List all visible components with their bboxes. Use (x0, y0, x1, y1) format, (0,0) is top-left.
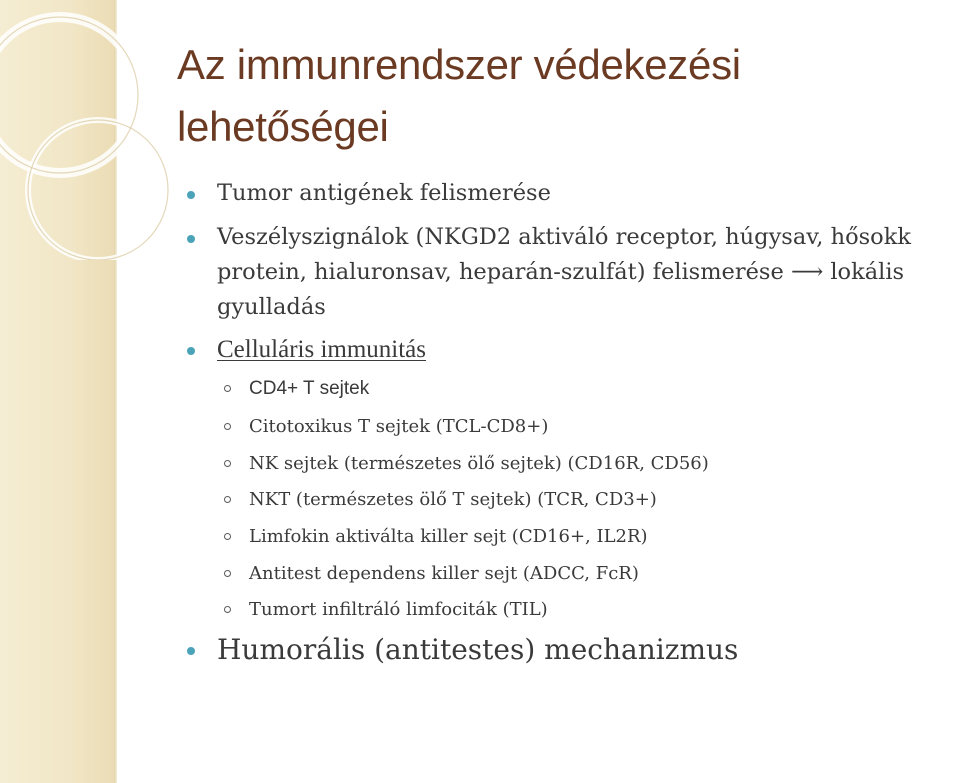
list-item-cellular-immunity: Celluláris immunitás (217, 336, 427, 363)
sub-bullet-icon (224, 496, 231, 503)
list-item-danger-signals-line-1: Veszélyszignálok (NKGD2 aktiváló receptor, húgysav, hősokk (217, 224, 911, 250)
sub-item-adcc: Antitest dependens killer sejt (ADCC, FcR) (249, 563, 639, 584)
sub-item-cd4: CD4+ T sejtek (249, 378, 370, 399)
title-line-1: Az immunrendszer védekezési (177, 41, 741, 88)
sub-bullet-icon (224, 460, 231, 467)
slide-title (177, 34, 937, 158)
sub-bullet-icon (224, 533, 231, 540)
bullet-icon (187, 647, 195, 655)
list-item-tumor-antigens: Tumor antigének felismerése (217, 180, 551, 206)
sub-bullet-icon (224, 385, 231, 392)
list-item-danger-signals-line-3: gyulladás (217, 294, 326, 320)
bullet-icon (187, 347, 195, 355)
list-item-danger-signals-line-2: protein, hialuronsav, heparán-szulfát) felismerése ⟶ lokális (217, 259, 905, 285)
bullet-icon (187, 191, 195, 199)
sub-bullet-icon (224, 570, 231, 577)
sub-item-til: Tumort infiltráló limfociták (TIL) (249, 599, 548, 620)
sub-item-nkt: NKT (természetes ölő T sejtek) (TCR, CD3+) (249, 489, 657, 510)
sub-item-cytotoxic: Citotoxikus T sejtek (TCL-CD8+) (249, 416, 549, 437)
list-item-humoral: Humorális (antitestes) mechanizmus (217, 633, 739, 666)
sub-bullet-icon (224, 423, 231, 430)
sub-item-nk: NK sejtek (természetes ölő sejtek) (CD16R, CD56) (249, 453, 709, 474)
bullet-icon (187, 235, 195, 243)
sub-bullet-icon (224, 606, 231, 613)
title-line-2: lehetőségei (177, 103, 389, 150)
sub-item-lak: Limfokin aktiválta killer sejt (CD16+, IL2R) (249, 526, 648, 547)
